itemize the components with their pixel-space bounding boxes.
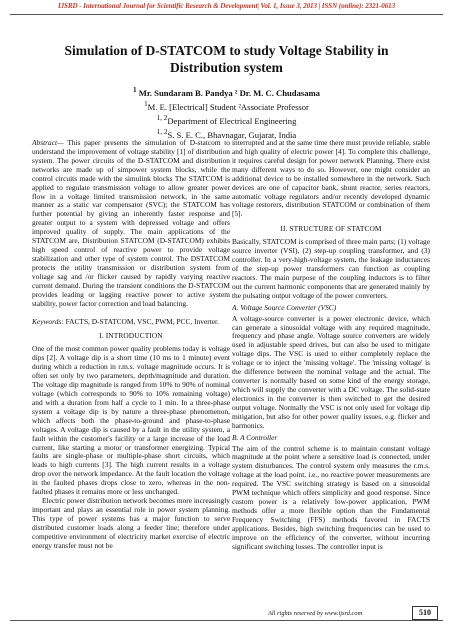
author-block xyxy=(20,85,433,141)
abstract-label: Abstract— xyxy=(32,138,64,147)
abstract xyxy=(32,139,230,309)
footer-rights: All rights reserved by www.ijsrd.com xyxy=(268,610,363,617)
author-institution: $^{1, 2}$S. S. E. C., Bhavnagar, Gujarat, India xyxy=(156,128,297,141)
structure-paragraph: Basically, STATCOM is comprised of three main parts; (1) voltage source inverter (VSI), (2) step-up coupling transformer, and (3) controller. In a very-high-voltage system, the leakage inductances of the step-up power transformers can function as coupling reactors. The main purpose of the coupling inductors is to filter out the current harmonic components that are generated mainly by the pulsating output voltage of the power converters. xyxy=(232,237,430,300)
keywords xyxy=(32,318,230,327)
controller-paragraph: The aim of the control scheme is to maintain constant voltage magnitude at the point where a sensitive load is connected, under system disturbances. The control system only measures the r.m.s. voltage at the load point, i.e., no reactive power measurements are required. The VSC switching strategy is based on a sinusoidal PWM technique which offers simplicity and good response. Since custom power is a relatively low-power application, PWM methods offer a more flexible option than the Fundamental Frequency Switching (FFS) methods favored in FACTS applications. Besides, high switching frequencies can be used to improve on the efficiency of the converter, without incurring significant switching losses. The controller input is xyxy=(232,443,430,551)
author-names: $^1$ Mr. Sundaram B. Pandya ² Dr. M. C. Chudasama xyxy=(133,86,320,98)
footer-rule xyxy=(10,620,443,621)
subheading-controller: B. A Controller xyxy=(232,432,278,442)
keywords-text: FACTS, D-STATCOM, VSC, PWM, PCC, Inverter. xyxy=(65,316,219,326)
intro-paragraph-2: Electric power distribution network becomes more increasingly important and plays an essential role in power system planning. This type of power systems has a major function to serve distributed customer loads along a feeder line; therefore under competitive environment of electricity market exercise of electric energy transfer must not be xyxy=(32,496,230,550)
keywords-label: Keywords: xyxy=(32,316,64,326)
vsc-paragraph: A voltage-source converter is a power electronic device, which can generate a sinusoidal voltage with any required magnitude, frequency and phase angle. Voltage source converters are widely used in adjustable speed drives, but can also be used to mitigate voltage dips. The VSC is used to either completely replace the voltage or to inject the 'missing voltage'. The 'missing voltage' is the difference between the nominal voltage and the actual. The converter is normally based on some kind of the energy storage, which will supply the converter with a DC voltage. The solid-state electronics in the converter is then switched to get the desired output voltage. Normally the VSC is not only used for voltage dip mitigation, but also for other power quality issues, e.g. flicker and harmonics. xyxy=(232,313,430,430)
header-rule xyxy=(10,14,443,15)
section-heading-structure: II. STRUCTURE OF STATCOM xyxy=(280,224,382,234)
paper-title: Simulation of D-STATCOM to study Voltage Stability in Distribution system xyxy=(64,43,389,75)
subheading-vsc: A. Voltage Source Converter (VSC) xyxy=(232,302,337,312)
right-column xyxy=(232,139,430,552)
left-column xyxy=(32,139,230,551)
page-number: 510 xyxy=(412,606,438,620)
author-department: $^{1, 2}$Department of Electrical Engineering xyxy=(156,114,297,126)
author-roles: $^1$M. E. [Electrical] Student ²Associate Professor xyxy=(144,100,309,112)
abstract-text: This paper presents the simulation of D-statcom to understand the improvement of voltage stability [1] of distribution system. The power circuits of the D-STATCOM and distribution networks are made up of simpower system blocks, while the control circuits made with the simulink blocks The STATCOM is applied to regulate transmission voltage to allow greater power flow in a voltage limited transmission network, in the same manner as a static var compensator (SVC); the STATCOM has further potential by giving an inherently faster response and greater output to a system with depressed voltage and offers improved quality of supply. The main applications of the STATCOM are, Distribution STATCOM (D-STATCOM) exhibits high speed control of reactive power to provide voltage stabilization and other type of system control. The DSTATCOM protects the utility transmission or distribution system from voltage sag and /or flicker caused by rapidly varying reactive current demand. During the transient conditions the D-STATCOM provides leading or lagging reactive power to active system stability, power factor correction and load balancing. xyxy=(32,138,230,308)
intro-paragraph-1: One of the most common power quality problems today is voltage dips [2]. A voltage dip is a short time (10 ms to 1 minute) event during which a reduction in r.m.s. voltage magnitude occurs. It is often set only by two parameters, depth/magnitude and duration. The voltage dip magnitude is ranged from 10% to 90% of nominal voltage (which corresponds to 90% to 10% remaining voltage) and with a duration from half a cycle to 1 min. In a three-phase system a voltage dip is by nature a three-phase phenomenon, which affects both the phase-to-ground and phase-to-phase voltages. A voltage dip is caused by a fault in the utility system, a fault within the customer's facility or a large increase of the load current, like starting a motor or transformer energizing. Typical faults are single-phase or multiple-phase short circuits, which leads to high currents [3]. The high current results in a voltage drop over the network impedance. At the fault location the voltage in the faulted phases drops close to zero, whereas in the non-faulted phases it remains more or less unchanged. xyxy=(32,344,230,497)
intro-continuation: interrupted and at the same time there must provide reliable, stable and high quality of electric power [4]. To complete this challenge, it requires careful design for power network Planning. There exist many different ways to do so. However, one might consider an additional device to be installed somewhere in the network. Such devices are one of capacitor bank, shunt reactor, series reactors, automatic voltage regulators and/or recently developed dynamic voltage restorers, distribution STATCOM or combination of them [5]. xyxy=(232,138,430,219)
section-heading-introduction: I. INTRODUCTION xyxy=(99,331,163,341)
journal-header: IJSRD - International Journal for Scientific Research & Development| Vol. 1, Issue 3, 2013 | ISSN (online): 2321-0613 xyxy=(57,2,396,10)
